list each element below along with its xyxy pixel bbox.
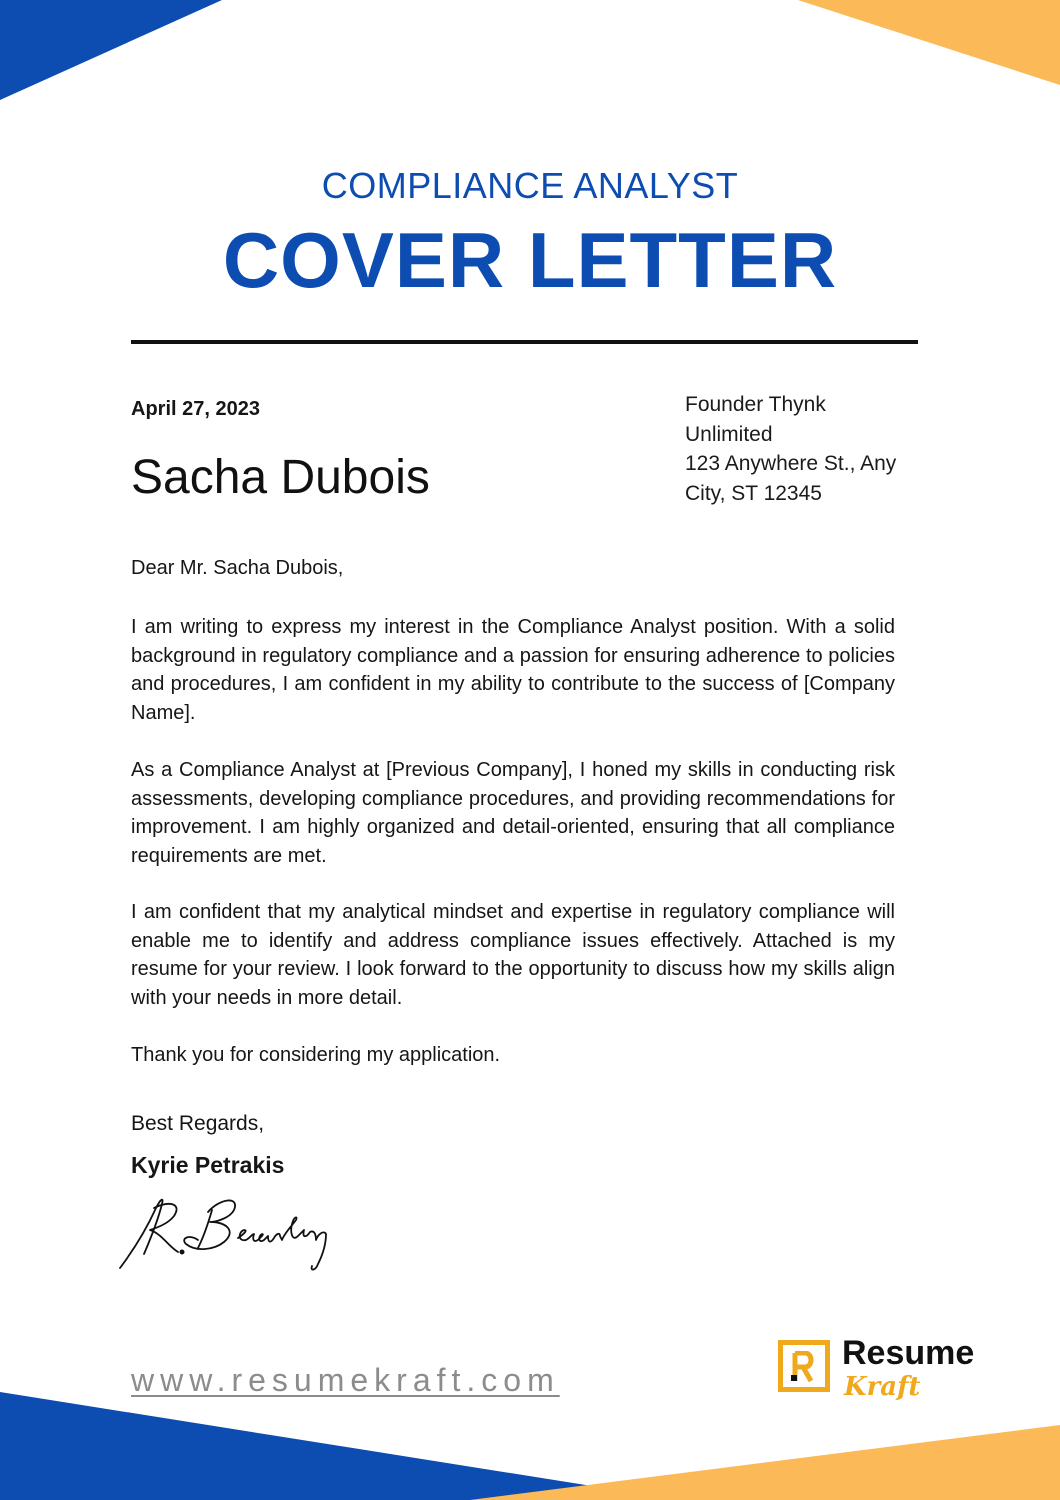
letter-subtitle: COMPLIANCE ANALYST [321,165,739,206]
bottom-right-orange-triangle [470,1425,1060,1500]
closing: Best Regards, [131,1112,265,1135]
body-paragraph: As a Compliance Analyst at [Previous Company], I honed my skills in conducting risk assessments, developing compliance procedures, and providing recommendations for improvement. I am highly organized and detail-oriented, ensuring that all compliance requirements are met. [131,759,895,867]
body-paragraph: Thank you for considering my application. [131,1044,501,1066]
header-divider [131,340,918,344]
website-link[interactable]: www.resumekraft.com [131,1362,560,1398]
recipient-line: Unlimited [685,422,773,446]
handwritten-signature [112,1190,352,1280]
salutation: Dear Mr. Sacha Dubois, [131,557,344,579]
top-left-blue-triangle [0,0,222,100]
body-paragraph: I am confident that my analytical mindset and expertise in regulatory compliance will enable me to identify and address compliance issues effectively. Attached is my resume for your review. I look forward to the opportunity to discuss how my skills align with your needs in more detail. [131,901,895,1009]
sender-name: Sacha Dubois [131,451,430,504]
signer-name: Kyrie Petrakis [131,1152,285,1178]
recipient-line: 123 Anywhere St., Any [685,452,897,475]
body-paragraph: I am writing to express my interest in the Compliance Analyst position. With a solid background in regulatory compliance and a passion for ensuring adherence to policies and procedures, I am confident in my ability to contribute to the success of [Company Name]. [131,616,895,724]
bottom-left-blue-triangle [0,1392,680,1500]
top-right-orange-triangle [798,0,1060,85]
logo-word-resume: Resume [842,1334,975,1372]
letter-title: COVER LETTER [222,216,838,304]
logo-r-icon [778,1340,830,1392]
recipient-address [685,390,925,508]
letter-date: April 27, 2023 [131,398,260,420]
logo-word-kraft: Kraft [844,1372,921,1402]
recipient-line: City, ST 12345 [685,481,822,505]
recipient-line: Founder Thynk [685,393,826,416]
